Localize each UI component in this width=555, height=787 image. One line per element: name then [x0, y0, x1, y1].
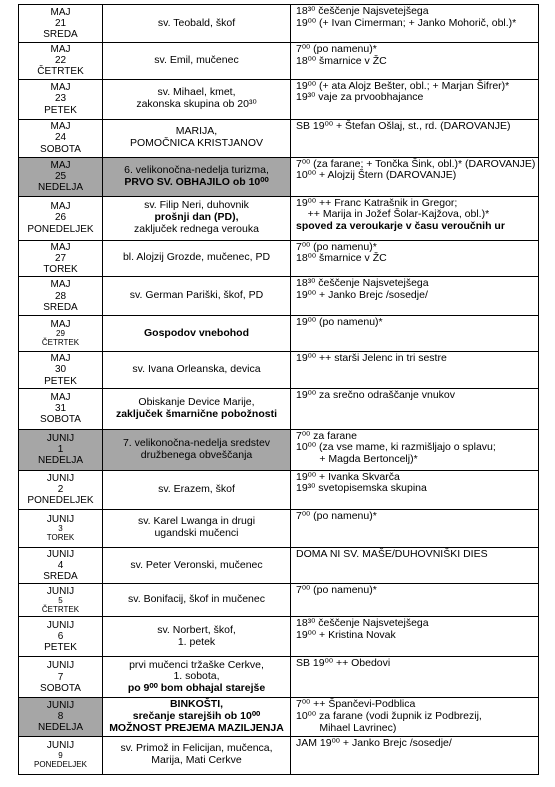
mass-line: 19⁰⁰ + Janko Brejc /sosedje/	[296, 288, 428, 301]
mass-line: 7⁰⁰ (po namenu)*	[296, 43, 377, 55]
month-label: JUNIJ	[46, 700, 75, 712]
mass-line: spoved za veroukarje v času veroučnih ur	[296, 220, 505, 233]
feast-line: družbenega obveščanja	[140, 448, 253, 461]
date-cell	[19, 240, 103, 277]
feast-line: sv. Primož in Felicijan, mučenca,	[120, 742, 273, 755]
masses-cell	[291, 429, 539, 470]
weekday-label: PETEK	[44, 642, 77, 654]
weekday-label: PONEDELJEK	[27, 223, 94, 235]
date-cell	[19, 316, 103, 352]
feast-cell	[103, 547, 291, 584]
mass-line: SB 19⁰⁰ ++ Obedovi	[296, 657, 391, 670]
feast-line: 1. sobota,	[173, 670, 220, 683]
date-cell	[19, 509, 103, 547]
weekday-label: PONEDELJEK	[34, 759, 87, 769]
feast-cell	[103, 657, 291, 698]
date-cell	[19, 79, 103, 119]
mass-line: 19⁰⁰ ++ starši Jelenc in tri sestre	[296, 352, 447, 365]
feast-line: POMOČNICA KRISTJANOV	[129, 137, 264, 150]
weekday-label: PONEDELJEK	[27, 495, 94, 507]
weekday-label: TOREK	[43, 263, 78, 275]
day-number: 1	[57, 444, 64, 456]
feast-cell	[103, 240, 291, 277]
schedule-row	[19, 429, 539, 470]
feast-cell	[103, 316, 291, 352]
day-number: 22	[54, 55, 67, 67]
date-cell	[19, 547, 103, 584]
mass-line: 10⁰⁰ (za vse mame, ki razmišljajo o splavu;	[296, 441, 496, 454]
feast-cell	[103, 352, 291, 389]
weekday-label: NEDELJA	[37, 182, 83, 194]
day-number: 29	[56, 329, 65, 339]
date-cell	[19, 388, 103, 429]
mass-line: 18⁰⁰ šmarnice v ŽC	[296, 252, 387, 265]
weekday-label: ČETRTEK	[37, 66, 84, 78]
weekday-label: ČETRTEK	[41, 604, 80, 614]
weekday-label: TOREK	[46, 532, 75, 542]
date-cell	[19, 584, 103, 617]
mass-line: 19³⁰ vaje za prvoobhajance	[296, 91, 424, 104]
mass-line: ++ Marija in Jožef Šolar-Kajžova, obl.)*	[296, 208, 490, 221]
mass-line: 19⁰⁰ + Kristina Novak	[296, 629, 396, 641]
mass-line: 19⁰⁰ (+ Ivan Cimerman; + Janko Mohorič, obl.)*	[296, 16, 517, 29]
date-cell	[19, 736, 103, 774]
weekday-label: SREDA	[43, 301, 78, 313]
feast-line: sv. Peter Veronski, mučenec	[130, 558, 263, 571]
mass-line: 7⁰⁰ (po namenu)*	[296, 584, 377, 597]
date-cell	[19, 5, 103, 43]
date-cell	[19, 157, 103, 196]
month-label: JUNIJ	[46, 585, 75, 597]
schedule-sheet	[18, 4, 538, 775]
feast-cell	[103, 43, 291, 80]
feast-cell	[103, 277, 291, 316]
schedule-row	[19, 43, 539, 80]
schedule-row	[19, 657, 539, 698]
month-label: MAJ	[50, 391, 71, 403]
day-number: 27	[54, 252, 67, 264]
mass-line: 18³⁰ češčenje Najsvetejšega	[296, 617, 429, 630]
month-label: JUNIJ	[46, 548, 75, 560]
date-cell	[19, 429, 103, 470]
day-number: 6	[57, 631, 64, 643]
feast-line: BINKOŠTI,	[169, 698, 224, 711]
mass-line: 10⁰⁰ + Alojzij Štern (DAROVANJE)	[296, 169, 457, 182]
masses-cell	[291, 698, 539, 736]
masses-cell	[291, 43, 539, 80]
day-number: 28	[54, 290, 67, 302]
feast-line: 1. petek	[177, 635, 216, 648]
schedule-row	[19, 157, 539, 196]
masses-cell	[291, 196, 539, 240]
mass-line: 19⁰⁰ (po namenu)*	[296, 316, 383, 329]
day-number: 3	[58, 523, 63, 533]
feast-cell	[103, 388, 291, 429]
month-label: JUNIJ	[46, 740, 75, 752]
feast-line: 6. velikonočna-nedelja turizma,	[124, 163, 269, 176]
feast-line: 7. velikonočna-nedelja sredstev	[122, 436, 271, 449]
feast-cell	[103, 429, 291, 470]
month-label: JUNIJ	[46, 660, 75, 672]
mass-line: DOMA NI SV. MAŠE/DUHOVNIŠKI DIES	[296, 547, 488, 560]
feast-line: sv. Mihael, kmet,	[157, 86, 236, 99]
day-number: 23	[54, 93, 67, 105]
feast-line: sv. Filip Neri, duhovnik	[144, 199, 249, 212]
feast-line: PRVO SV. OBHAJILO ob 10⁰⁰	[124, 175, 269, 188]
month-label: MAJ	[50, 353, 71, 365]
day-number: 30	[54, 364, 67, 376]
feast-cell	[103, 509, 291, 547]
feast-line: po 9⁰⁰ bom obhajal starejše	[127, 682, 266, 695]
schedule-row	[19, 617, 539, 657]
day-number: 9	[58, 750, 63, 760]
day-number: 2	[57, 484, 64, 496]
weekday-label: SOBOTA	[40, 143, 81, 155]
feast-line: MOŽNOST PREJEMA MAZILJENJA	[109, 721, 284, 734]
feast-cell	[103, 698, 291, 736]
date-cell	[19, 698, 103, 736]
masses-cell	[291, 119, 539, 157]
mass-line: 19³⁰ svetopisemska skupina	[296, 482, 427, 495]
schedule-row	[19, 316, 539, 352]
weekday-label: SOBOTA	[40, 682, 81, 694]
schedule-row	[19, 240, 539, 277]
masses-cell	[291, 240, 539, 277]
feast-line: zaključek šmarnične pobožnosti	[115, 407, 278, 420]
mass-line: JAM 19⁰⁰ + Janko Brejc /sosedje/	[296, 736, 452, 749]
day-number: 4	[57, 559, 64, 571]
feast-cell	[103, 5, 291, 43]
masses-cell	[291, 617, 539, 657]
day-number: 25	[54, 170, 67, 182]
masses-cell	[291, 277, 539, 316]
schedule-row	[19, 736, 539, 774]
feast-line: Obiskanje Device Marije,	[138, 395, 255, 408]
mass-schedule-table	[18, 4, 539, 775]
mass-line: 7⁰⁰ ++ Špančevi-Podblica	[296, 698, 416, 711]
month-label: MAJ	[50, 159, 71, 171]
feast-line: Marija, Mati Cerkve	[151, 754, 242, 766]
feast-line: zakonska skupina ob 20³⁰	[136, 98, 257, 111]
schedule-row	[19, 547, 539, 584]
mass-line: Mihael Lavrinec)	[296, 721, 397, 734]
month-label: MAJ	[50, 6, 71, 18]
date-cell	[19, 352, 103, 389]
mass-line: 10⁰⁰ za farane (vodi župnik iz Podbrezij,	[296, 710, 482, 722]
month-label: JUNIJ	[46, 513, 75, 525]
date-cell	[19, 470, 103, 509]
schedule-row	[19, 5, 539, 43]
feast-line: sv. German Pariški, škof, PD	[129, 289, 264, 302]
day-number: 8	[57, 711, 64, 723]
feast-cell	[103, 584, 291, 617]
mass-line: 18⁰⁰ šmarnice v ŽC	[296, 54, 387, 67]
mass-line: 19⁰⁰ + Ivanka Skvarča	[296, 470, 400, 483]
date-cell	[19, 196, 103, 240]
feast-line: sv. Norbert, škof,	[157, 624, 236, 636]
mass-line: 19⁰⁰ (+ ata Alojz Bešter, obl.; + Marjan Šifrer)*	[296, 79, 510, 92]
day-number: 5	[58, 595, 63, 605]
schedule-row	[19, 698, 539, 736]
masses-cell	[291, 316, 539, 352]
weekday-label: SREDA	[43, 29, 78, 41]
feast-line: prošnji dan (PD),	[154, 211, 239, 224]
weekday-label: ČETRTEK	[41, 338, 80, 348]
weekday-label: SREDA	[43, 571, 78, 583]
month-label: MAJ	[50, 201, 71, 213]
masses-cell	[291, 509, 539, 547]
mass-line: 19⁰⁰ za srečno odraščanje vnukov	[296, 388, 456, 401]
schedule-row	[19, 119, 539, 157]
month-label: MAJ	[50, 44, 71, 55]
feast-cell	[103, 119, 291, 157]
feast-cell	[103, 79, 291, 119]
schedule-row	[19, 388, 539, 429]
weekday-label: PETEK	[44, 375, 77, 387]
day-number: 31	[54, 403, 67, 415]
schedule-row	[19, 79, 539, 119]
feast-line: ugandski mučenci	[154, 527, 239, 540]
feast-cell	[103, 157, 291, 196]
masses-cell	[291, 657, 539, 698]
mass-line: 7⁰⁰ (po namenu)*	[296, 240, 377, 253]
mass-line: 7⁰⁰ (za farane; + Tončka Šink, obl.)* (DAROVANJE)	[296, 157, 536, 170]
masses-cell	[291, 79, 539, 119]
month-label: MAJ	[50, 121, 71, 133]
month-label: JUNIJ	[46, 619, 75, 631]
masses-cell	[291, 157, 539, 196]
schedule-row	[19, 196, 539, 240]
masses-cell	[291, 736, 539, 774]
feast-line: srečanje starejših ob 10⁰⁰	[132, 710, 261, 722]
mass-line: 7⁰⁰ (po namenu)*	[296, 509, 377, 522]
schedule-row	[19, 470, 539, 509]
masses-cell	[291, 352, 539, 389]
feast-line: sv. Emil, mučenec	[154, 53, 239, 66]
weekday-label: NEDELJA	[37, 722, 83, 734]
schedule-row	[19, 352, 539, 389]
feast-cell	[103, 470, 291, 509]
month-label: MAJ	[50, 319, 71, 331]
date-cell	[19, 43, 103, 80]
day-number: 26	[54, 212, 67, 224]
month-label: MAJ	[50, 279, 71, 291]
weekday-label: NEDELJA	[37, 455, 83, 467]
feast-line: sv. Karel Lwanga in drugi	[137, 515, 256, 528]
feast-line: MARIJA,	[175, 125, 218, 138]
masses-cell	[291, 547, 539, 584]
feast-line: sv. Ivana Orleanska, devica	[132, 363, 261, 376]
mass-line: 18³⁰ češčenje Najsvetejšega	[296, 277, 429, 290]
feast-line: sv. Teobald, škof	[157, 16, 236, 29]
date-cell	[19, 119, 103, 157]
schedule-row	[19, 509, 539, 547]
weekday-label: PETEK	[44, 104, 77, 116]
month-label: MAJ	[50, 241, 71, 253]
feast-cell	[103, 617, 291, 657]
mass-line: SB 19⁰⁰ + Štefan Ošlaj, st., rd. (DAROVANJE)	[296, 119, 511, 132]
feast-line: Gospodov vnebohod	[144, 326, 249, 339]
feast-cell	[103, 196, 291, 240]
mass-line: + Magda Bertoncelj)*	[296, 453, 418, 466]
feast-line: sv. Bonifacij, škof in mučenec	[128, 593, 265, 606]
day-number: 7	[57, 671, 64, 683]
masses-cell	[291, 5, 539, 43]
masses-cell	[291, 584, 539, 617]
weekday-label: SOBOTA	[40, 414, 81, 426]
schedule-row	[19, 277, 539, 316]
date-cell	[19, 277, 103, 316]
mass-line: 18³⁰ češčenje Najsvetejšega	[296, 5, 429, 17]
date-cell	[19, 657, 103, 698]
feast-line: prvi mučenci tržaške Cerkve,	[129, 658, 264, 671]
masses-cell	[291, 470, 539, 509]
schedule-row	[19, 584, 539, 617]
date-cell	[19, 617, 103, 657]
mass-line: 19⁰⁰ ++ Franc Katrašnik in Gregor;	[296, 196, 458, 209]
feast-line: bl. Alojzij Grozde, mučenec, PD	[122, 251, 271, 264]
masses-cell	[291, 388, 539, 429]
mass-line: 7⁰⁰ za farane	[296, 429, 357, 442]
month-label: JUNIJ	[46, 432, 75, 444]
feast-line: sv. Erazem, škof	[158, 482, 235, 495]
day-number: 24	[54, 132, 67, 144]
feast-line: zaključek rednega verouka	[134, 222, 259, 235]
day-number: 21	[54, 17, 67, 29]
feast-cell	[103, 736, 291, 774]
month-label: JUNIJ	[46, 472, 75, 484]
month-label: MAJ	[50, 82, 71, 94]
